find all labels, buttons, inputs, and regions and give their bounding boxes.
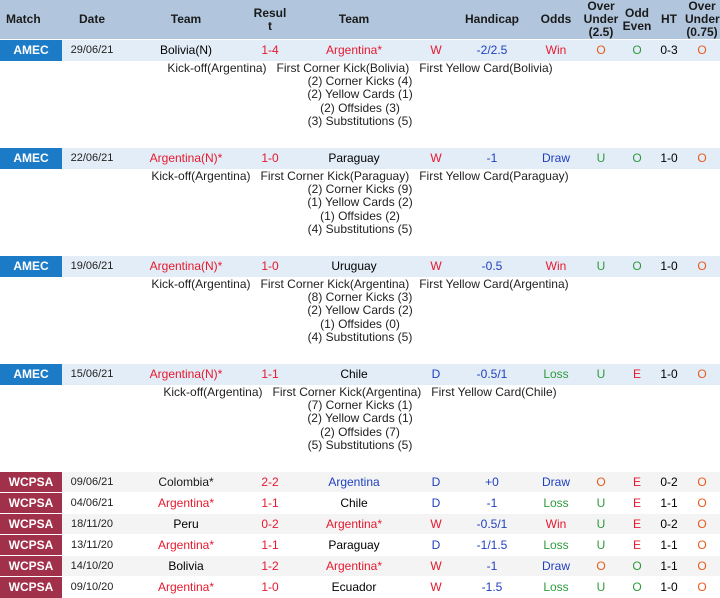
- over-under-result: O: [582, 40, 620, 61]
- win-loss: D: [418, 472, 454, 493]
- over-under-result: O: [582, 472, 620, 493]
- league-badge[interactable]: WCPSA: [0, 493, 62, 514]
- detail-offsides: (1) Offsides (0): [320, 316, 400, 331]
- away-team[interactable]: Argentina*: [290, 514, 418, 535]
- away-team[interactable]: Chile: [290, 364, 418, 385]
- odds-result: Draw: [530, 148, 582, 169]
- header-team2: Team: [290, 0, 418, 40]
- handicap-value: -2/2.5: [454, 40, 530, 61]
- over-under-result: U: [582, 493, 620, 514]
- home-team[interactable]: Argentina(N)*: [122, 148, 250, 169]
- match-date: 09/06/21: [62, 472, 122, 493]
- score: 0-2: [250, 514, 290, 535]
- table-row[interactable]: [0, 256, 720, 277]
- match-details-row: [0, 277, 720, 364]
- half-time-score: 1-0: [654, 364, 684, 385]
- over-under-075-result: O: [684, 364, 720, 385]
- win-loss: W: [418, 148, 454, 169]
- odd-even-result: E: [620, 472, 654, 493]
- handicap-value: -1: [454, 493, 530, 514]
- half-time-score: 0-2: [654, 514, 684, 535]
- league-badge[interactable]: WCPSA: [0, 535, 62, 556]
- match-details: [0, 277, 720, 364]
- over-under-result: O: [582, 556, 620, 577]
- odds-result: Win: [530, 256, 582, 277]
- detail-yellow: (2) Yellow Cards (1): [307, 411, 413, 426]
- away-team[interactable]: Paraguay: [290, 148, 418, 169]
- match-details: [0, 385, 720, 472]
- odds-result: Loss: [530, 364, 582, 385]
- odds-result: Draw: [530, 472, 582, 493]
- detail-subs: (5) Substitutions (5): [307, 438, 413, 453]
- league-badge[interactable]: WCPSA: [0, 556, 62, 577]
- match-details-row: [0, 169, 720, 256]
- win-loss: W: [418, 40, 454, 61]
- league-badge[interactable]: WCPSA: [0, 577, 62, 598]
- match-date: 14/10/20: [62, 556, 122, 577]
- over-under-075-result: O: [684, 535, 720, 556]
- odd-even-result: O: [620, 577, 654, 598]
- league-badge[interactable]: AMEC: [0, 148, 62, 169]
- detail-yellow: (2) Yellow Cards (2): [307, 303, 413, 318]
- league-badge[interactable]: WCPSA: [0, 514, 62, 535]
- over-under-result: U: [582, 256, 620, 277]
- win-loss: W: [418, 514, 454, 535]
- over-under-result: U: [582, 148, 620, 169]
- score: 1-0: [250, 577, 290, 598]
- odd-even-result: E: [620, 364, 654, 385]
- match-date: 04/06/21: [62, 493, 122, 514]
- detail-line1: Kick-off(Argentina) First Corner Kick(Argentina) First Yellow Card(Argentina): [151, 276, 569, 291]
- handicap-value: -1/1.5: [454, 535, 530, 556]
- league-badge[interactable]: WCPSA: [0, 472, 62, 493]
- odd-even-result: O: [620, 148, 654, 169]
- over-under-075-result: O: [684, 493, 720, 514]
- detail-line1: Kick-off(Argentina) First Corner Kick(Argentina) First Yellow Card(Chile): [163, 384, 557, 399]
- odds-result: Loss: [530, 535, 582, 556]
- odd-even-result: O: [620, 556, 654, 577]
- over-under-result: U: [582, 364, 620, 385]
- header-date: Date: [62, 0, 122, 40]
- score: 1-0: [250, 256, 290, 277]
- over-under-result: U: [582, 535, 620, 556]
- odd-even-result: E: [620, 493, 654, 514]
- home-team[interactable]: Argentina*: [122, 577, 250, 598]
- detail-offsides: (1) Offsides (2): [320, 208, 400, 223]
- handicap-value: -0.5/1: [454, 364, 530, 385]
- table-row[interactable]: [0, 40, 720, 61]
- detail-yellow: (2) Yellow Cards (1): [307, 87, 413, 102]
- half-time-score: 1-1: [654, 535, 684, 556]
- header-result: Resul t: [250, 0, 290, 40]
- odd-even-result: E: [620, 514, 654, 535]
- win-loss: W: [418, 256, 454, 277]
- detail-corners: (7) Corner Kicks (1): [307, 397, 413, 412]
- table-row[interactable]: [0, 493, 720, 514]
- odds-result: Loss: [530, 493, 582, 514]
- home-team[interactable]: Argentina*: [122, 535, 250, 556]
- odd-even-result: E: [620, 535, 654, 556]
- detail-yellow: (1) Yellow Cards (2): [307, 195, 413, 210]
- over-under-075-result: O: [684, 556, 720, 577]
- table-row[interactable]: [0, 364, 720, 385]
- half-time-score: 1-1: [654, 493, 684, 514]
- match-date: 18/11/20: [62, 514, 122, 535]
- header-odds: Odds: [530, 0, 582, 40]
- score: 1-0: [250, 148, 290, 169]
- handicap-value: -0.5/1: [454, 514, 530, 535]
- header-over-under-075: Over Under (0.75): [685, 0, 720, 39]
- score: 1-1: [250, 535, 290, 556]
- table-row[interactable]: [0, 148, 720, 169]
- away-team[interactable]: Argentina*: [290, 556, 418, 577]
- match-details-row: [0, 61, 720, 148]
- header-ht: HT: [654, 0, 684, 40]
- header-team1: Team: [122, 0, 250, 40]
- win-loss: D: [418, 535, 454, 556]
- header-wl: [418, 0, 454, 40]
- match-date: 13/11/20: [62, 535, 122, 556]
- detail-subs: (4) Substitutions (5): [307, 330, 413, 345]
- header-handicap: Handicap: [454, 0, 530, 40]
- detail-offsides: (2) Offsides (3): [320, 100, 400, 115]
- win-loss: W: [418, 577, 454, 598]
- over-under-075-result: O: [684, 40, 720, 61]
- half-time-score: 0-3: [654, 40, 684, 61]
- away-team[interactable]: Ecuador: [290, 577, 418, 598]
- over-under-075-result: O: [684, 577, 720, 598]
- detail-corners: (2) Corner Kicks (9): [307, 181, 413, 196]
- odds-result: Loss: [530, 577, 582, 598]
- home-team[interactable]: Argentina(N)*: [122, 256, 250, 277]
- match-details-row: [0, 385, 720, 472]
- away-team[interactable]: Chile: [290, 493, 418, 514]
- half-time-score: 1-0: [654, 256, 684, 277]
- match-date: 09/10/20: [62, 577, 122, 598]
- odds-result: Draw: [530, 556, 582, 577]
- half-time-score: 1-1: [654, 556, 684, 577]
- win-loss: D: [418, 493, 454, 514]
- win-loss: W: [418, 556, 454, 577]
- score: 1-4: [250, 40, 290, 61]
- handicap-value: +0: [454, 472, 530, 493]
- handicap-value: -1: [454, 556, 530, 577]
- score: 1-1: [250, 493, 290, 514]
- half-time-score: 1-0: [654, 148, 684, 169]
- match-rows: [0, 40, 720, 598]
- handicap-value: -0.5: [454, 256, 530, 277]
- win-loss: D: [418, 364, 454, 385]
- home-team[interactable]: Peru: [122, 514, 250, 535]
- score: 1-2: [250, 556, 290, 577]
- table-row[interactable]: [0, 577, 720, 598]
- odd-even-result: O: [620, 256, 654, 277]
- home-team[interactable]: Bolivia: [122, 556, 250, 577]
- detail-corners: (2) Corner Kicks (4): [307, 73, 413, 88]
- detail-line1: Kick-off(Argentina) First Corner Kick(Paraguay) First Yellow Card(Paraguay): [151, 168, 569, 183]
- odds-result: Win: [530, 40, 582, 61]
- over-under-075-result: O: [684, 148, 720, 169]
- match-date: 19/06/21: [62, 256, 122, 277]
- away-team[interactable]: Paraguay: [290, 535, 418, 556]
- match-details: [0, 61, 720, 148]
- over-under-075-result: O: [684, 472, 720, 493]
- league-badge[interactable]: AMEC: [0, 256, 62, 277]
- table-row[interactable]: [0, 556, 720, 577]
- half-time-score: 1-0: [654, 577, 684, 598]
- odd-even-result: O: [620, 40, 654, 61]
- over-under-result: U: [582, 514, 620, 535]
- away-team[interactable]: Uruguay: [290, 256, 418, 277]
- detail-subs: (3) Substitutions (5): [307, 114, 413, 129]
- home-team[interactable]: Argentina(N)*: [122, 364, 250, 385]
- match-date: 29/06/21: [62, 40, 122, 61]
- odds-result: Win: [530, 514, 582, 535]
- detail-subs: (4) Substitutions (5): [307, 222, 413, 237]
- half-time-score: 0-2: [654, 472, 684, 493]
- detail-offsides: (2) Offsides (7): [320, 424, 400, 439]
- table-row[interactable]: [0, 472, 720, 493]
- score: 1-1: [250, 364, 290, 385]
- over-under-075-result: O: [684, 256, 720, 277]
- header-match: Match: [0, 0, 62, 40]
- match-date: 22/06/21: [62, 148, 122, 169]
- handicap-value: -1.5: [454, 577, 530, 598]
- table-header-row: [0, 0, 720, 40]
- match-details: [0, 169, 720, 256]
- over-under-result: U: [582, 577, 620, 598]
- home-team[interactable]: Argentina*: [122, 493, 250, 514]
- header-over-under: Over Under (2.5): [583, 0, 619, 39]
- detail-corners: (8) Corner Kicks (3): [307, 289, 413, 304]
- away-team[interactable]: Argentina*: [290, 40, 418, 61]
- handicap-value: -1: [454, 148, 530, 169]
- league-badge[interactable]: AMEC: [0, 40, 62, 61]
- over-under-075-result: O: [684, 514, 720, 535]
- home-team[interactable]: Bolivia(N): [122, 40, 250, 61]
- league-badge[interactable]: AMEC: [0, 364, 62, 385]
- home-team[interactable]: Colombia*: [122, 472, 250, 493]
- table-row[interactable]: [0, 514, 720, 535]
- detail-line1: Kick-off(Argentina) First Corner Kick(Bolivia) First Yellow Card(Bolivia): [167, 60, 553, 75]
- match-date: 15/06/21: [62, 364, 122, 385]
- score: 2-2: [250, 472, 290, 493]
- table-row[interactable]: [0, 535, 720, 556]
- away-team[interactable]: Argentina: [290, 472, 418, 493]
- header-odd-even: Odd Even: [620, 0, 654, 40]
